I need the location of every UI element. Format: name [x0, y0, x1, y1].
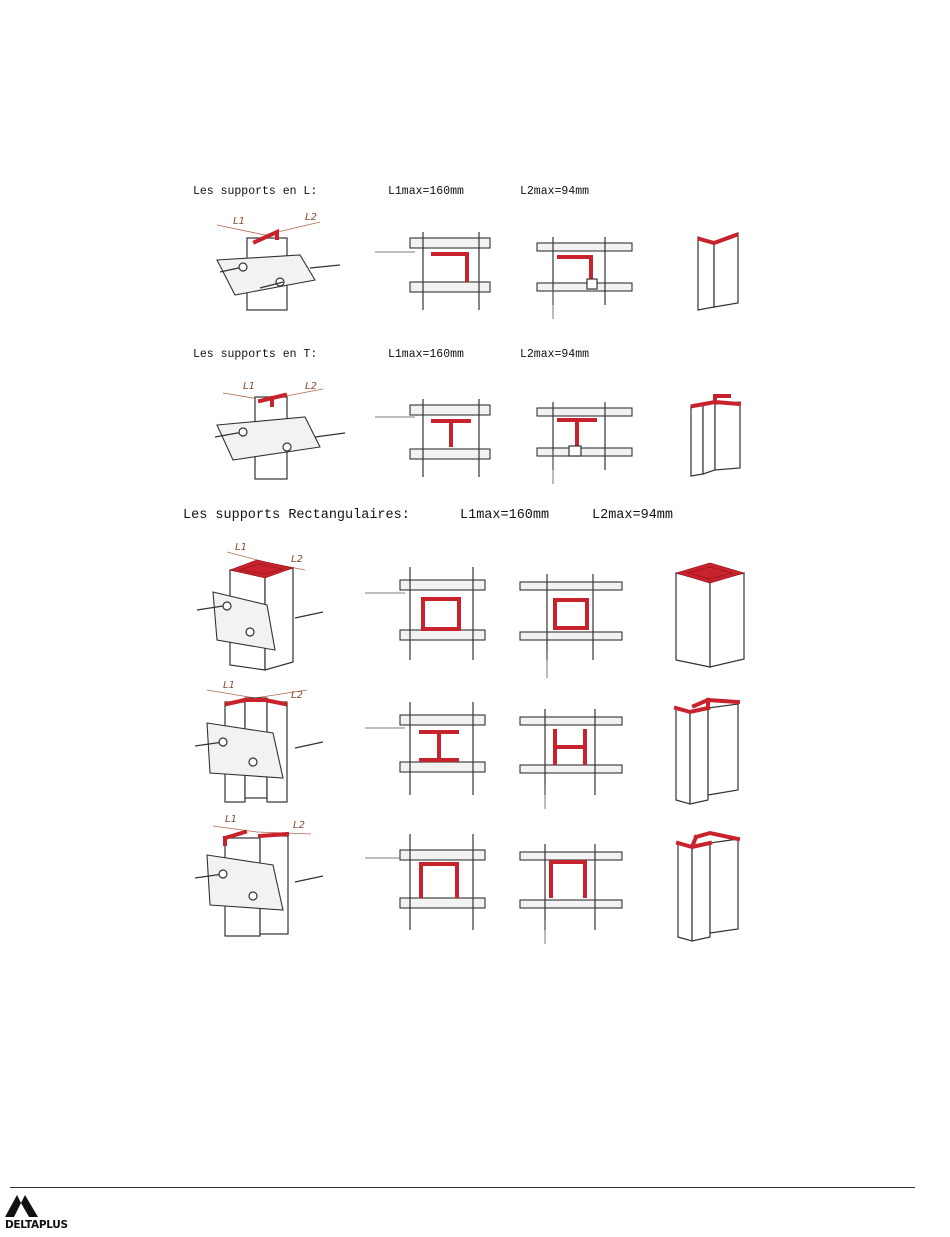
svg-text:L1: L1	[235, 542, 247, 553]
rect-supports-label: Les supports Rectangulaires:	[183, 508, 410, 523]
svg-text:L2: L2	[291, 554, 303, 565]
svg-text:L1: L1	[243, 381, 255, 392]
l-profile-3d	[690, 225, 750, 315]
l-support-clamp-isometric	[205, 210, 355, 320]
l-supports-l1max: L1max=160mm	[388, 185, 464, 198]
t-support-top-view-2	[525, 400, 640, 485]
rect-h-clamp-isometric	[195, 678, 355, 813]
rect-supports-l1max: L1max=160mm	[460, 508, 550, 523]
t-support-top-view-1	[375, 395, 495, 485]
rect-square-top-view-1	[365, 565, 495, 665]
rect-u-profile-3d	[670, 825, 745, 943]
t-supports-l1max: L1max=160mm	[388, 348, 464, 361]
rect-supports-l2max: L2max=94mm	[592, 508, 674, 523]
svg-text:L2: L2	[293, 820, 305, 831]
deltaplus-logo-text: DELTAPLUS	[5, 1219, 68, 1231]
t-supports-label: Les supports en T:	[193, 348, 318, 361]
svg-text:L2: L2	[305, 212, 317, 223]
t-supports-l2max: L2max=94mm	[520, 348, 590, 361]
svg-text:L1: L1	[225, 814, 237, 825]
l-supports-label: Les supports en L:	[193, 185, 318, 198]
rect-h-top-view-2	[515, 705, 630, 810]
rect-square-top-view-2	[515, 570, 630, 680]
rect-square-clamp-isometric	[195, 540, 355, 675]
svg-text:L2: L2	[305, 381, 317, 392]
svg-text:L2: L2	[291, 690, 303, 701]
rect-h-profile-3d	[668, 690, 748, 808]
l-support-top-view-1	[375, 230, 495, 320]
rect-u-top-view-2	[515, 840, 630, 945]
rect-h-top-view-1	[365, 700, 495, 800]
svg-text:L1: L1	[223, 680, 235, 691]
footer-divider	[10, 1187, 915, 1188]
svg-text:L1: L1	[233, 216, 245, 227]
rect-u-clamp-isometric	[195, 810, 355, 945]
l-supports-l2max: L2max=94mm	[520, 185, 590, 198]
t-support-clamp-isometric	[205, 375, 355, 485]
rect-square-profile-3d	[670, 555, 750, 670]
rect-u-top-view-1	[365, 830, 495, 935]
l-support-top-view-2	[525, 235, 640, 320]
t-profile-3d	[685, 390, 750, 480]
